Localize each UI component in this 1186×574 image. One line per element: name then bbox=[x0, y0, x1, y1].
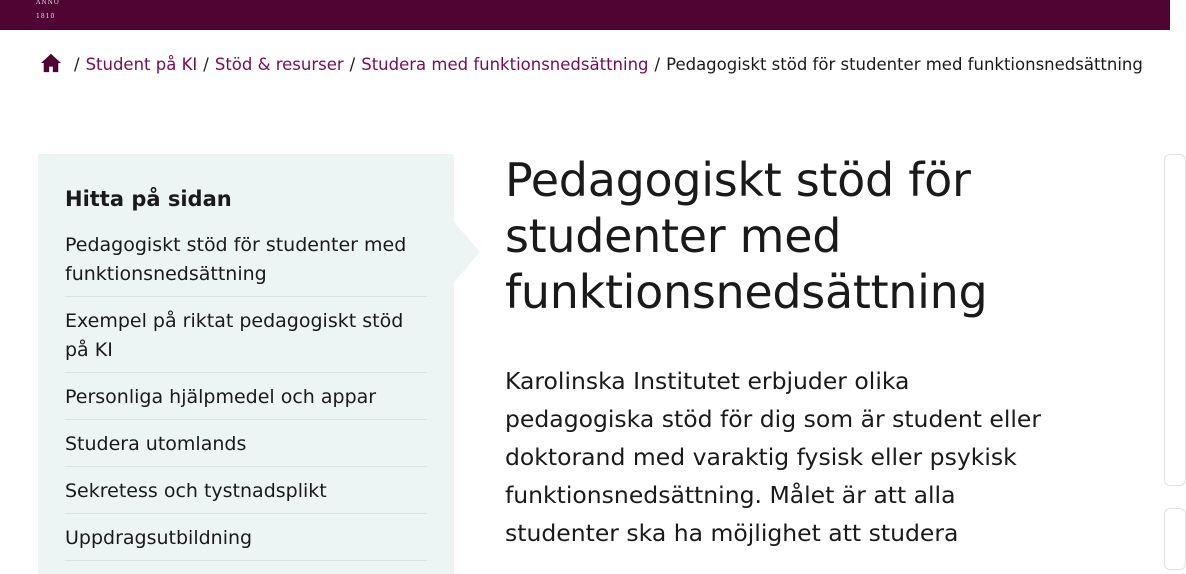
side-card bbox=[1164, 508, 1186, 570]
page-toc bbox=[38, 154, 454, 574]
breadcrumb-stod-resurser[interactable]: Stöd & resurser bbox=[214, 55, 344, 74]
toc-item-exempel-riktat-stod[interactable]: Exempel på riktat pedagogiskt stöd på KI bbox=[65, 307, 427, 373]
lead-paragraph: Karolinska Institutet erbjuder olika pedagogiska stöd för dig som är student eller doktorand med varaktig fysisk eller psykisk funktionsnedsättning. Målet är att alla studenter ska ha möjlighet att studera bbox=[505, 367, 1042, 547]
side-card bbox=[1164, 154, 1186, 486]
toc-heading: Hitta på sidan bbox=[65, 187, 232, 211]
breadcrumb-separator: / bbox=[349, 55, 356, 74]
breadcrumb-separator: / bbox=[203, 55, 209, 74]
breadcrumb-current: Pedagogiskt stöd för studenter med funktionsnedsättning bbox=[666, 55, 1143, 74]
toc-item-pedagogiskt-stod[interactable]: Pedagogiskt stöd för studenter med funktionsnedsättning bbox=[65, 231, 427, 297]
page-title: Pedagogiskt stöd för studenter med funktionsnedsättning bbox=[505, 153, 988, 319]
toc-item-sekretess[interactable]: Sekretess och tystnadsplikt bbox=[65, 477, 427, 514]
breadcrumb-separator: / bbox=[654, 55, 661, 74]
breadcrumb bbox=[40, 53, 1170, 77]
toc-pointer bbox=[454, 222, 480, 282]
breadcrumb-student-pa-ki[interactable]: Student på KI bbox=[85, 55, 198, 74]
ki-logo[interactable]: ANNO 1810 bbox=[36, 0, 60, 20]
toc-item-uppdragsutbildning[interactable]: Uppdragsutbildning bbox=[65, 524, 427, 561]
toc-item-hjalpmedel-appar[interactable]: Personliga hjälpmedel och appar bbox=[65, 383, 427, 420]
toc-list bbox=[65, 231, 427, 571]
breadcrumb-separator: / bbox=[74, 55, 80, 74]
toc-item-studera-utomlands[interactable]: Studera utomlands bbox=[65, 430, 427, 467]
site-header bbox=[0, 0, 1170, 30]
breadcrumb-studera-med-funktionsnedsattning[interactable]: Studera med funktionsnedsättning bbox=[361, 55, 649, 74]
home-icon[interactable] bbox=[40, 53, 62, 73]
